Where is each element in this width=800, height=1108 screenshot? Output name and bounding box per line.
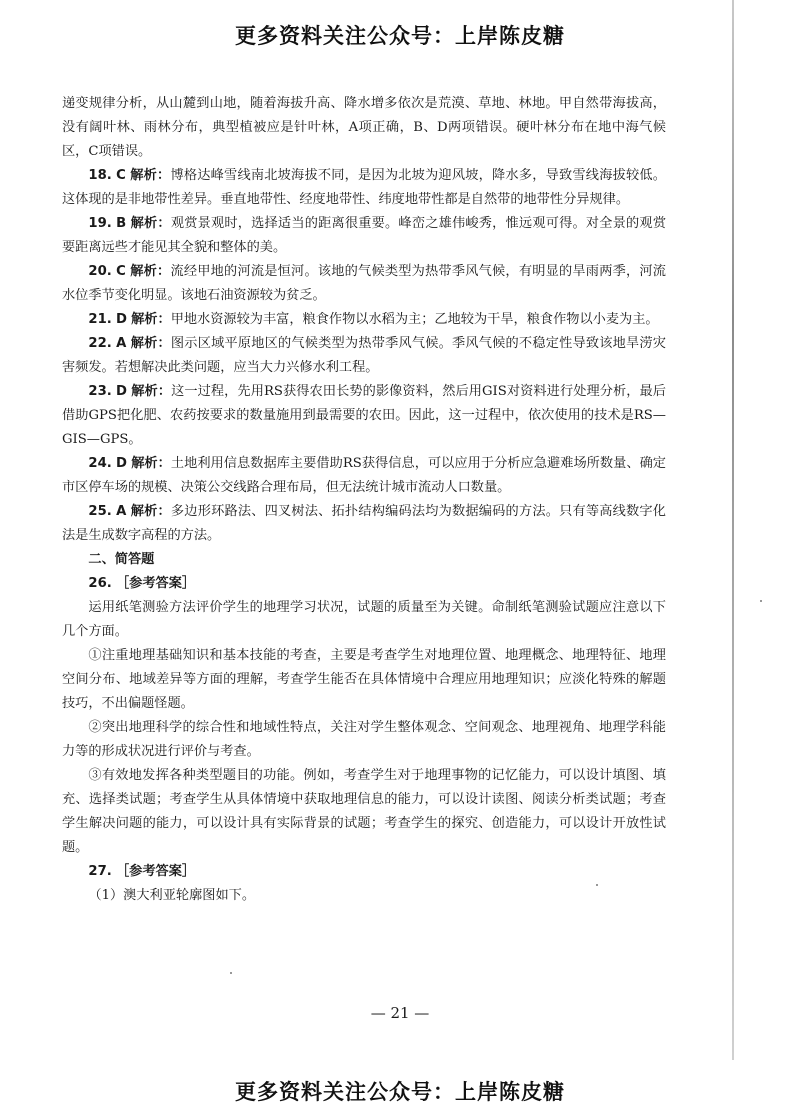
question-number: 24. [88, 456, 112, 471]
header-banner: 更多资料关注公众号：上岸陈皮糖 [235, 24, 565, 48]
analysis-label: 解析： [130, 264, 171, 279]
analysis-text: 图示区域平原地区的气候类型为热带季风气候。季风气候的不稳定性导致该地旱涝灾害频发。若想解决此类问题，应当大力兴修水利工程。 [62, 336, 666, 375]
section-heading: 二、简答题 [88, 552, 155, 567]
answer-key: C [116, 168, 126, 183]
question-number: 26. [88, 576, 112, 591]
scan-edge-line [732, 0, 734, 1060]
answer-key: D [116, 456, 127, 471]
answer-key: D [116, 384, 127, 399]
answer-item [62, 332, 666, 380]
scan-speck [760, 600, 762, 602]
analysis-text: 多边形环路法、四叉树法、拓扑结构编码法均为数据编码的方法。只有等高线数字化法是生成数字高程的方法。 [62, 504, 666, 543]
analysis-label: 解析： [131, 456, 171, 471]
analysis-label: 解析： [130, 504, 171, 519]
answer-list [62, 164, 666, 548]
analysis-text: 流经甲地的河流是恒河。该地的气候类型为热带季风气候，有明显的旱雨两季，河流水位季节变化明显。该地石油资源较为贫乏。 [62, 264, 666, 303]
answer-paragraph: 运用纸笔测验方法评价学生的地理学习状况，试题的质量至为关键。命制纸笔测验试题应注意以下几个方面。 [62, 600, 666, 639]
question-27-body [62, 884, 666, 908]
answer-item [62, 308, 666, 332]
analysis-label: 解析： [131, 312, 171, 327]
analysis-label: 解析： [130, 216, 171, 231]
answer-paragraph: ③有效地发挥各种类型题目的功能。例如，考查学生对于地理事物的记忆能力，可以设计填图、填充、选择类试题；考查学生从具体情境中获取地理信息的能力，可以设计读图、阅读分析类试题；考查学生解决问题的能力，可以设计具有实际背景的试题；考查学生的探究、创造能力，可以设计开放性试题。 [62, 768, 666, 855]
answer-key: D [115, 312, 127, 327]
page-number: — 21 — [370, 1004, 430, 1022]
question-27-header [62, 860, 666, 884]
analysis-text: 甲地水资源较为丰富，粮食作物以水稻为主；乙地较为干旱，粮食作物以小麦为主。 [170, 312, 659, 327]
question-26-header [62, 572, 666, 596]
analysis-label: 解析： [130, 336, 171, 351]
question-number: 25. [88, 504, 112, 519]
answer-item [62, 164, 666, 212]
footer-banner: 更多资料关注公众号：上岸陈皮糖 [235, 1080, 565, 1104]
scan-speck [596, 884, 598, 886]
intro-paragraph: 递变规律分析，从山麓到山地，随着海拔升高、降水增多依次是荒漠、草地、林地。甲自然带海拔高，没有阔叶林、雨林分布，典型植被应是针叶林，A项正确，B、D两项错误。硬叶林分布在地中海气候区，C项错误。 [62, 96, 666, 159]
question-number: 18. [88, 168, 112, 183]
answer-item [62, 212, 666, 260]
answer-key: A [116, 504, 127, 519]
answer-paragraph: （1）澳大利亚轮廓图如下。 [88, 888, 256, 903]
analysis-label: 解析： [131, 384, 172, 399]
reference-answer-label: ［参考答案］ [115, 864, 196, 879]
answer-key: B [116, 216, 127, 231]
question-number: 20. [88, 264, 112, 279]
analysis-text: 这一过程，先用RS获得农田长势的影像资料，然后用GIS对资料进行处理分析，最后借助GPS把化肥、农药按要求的数量施用到最需要的农田。因此，这一过程中，依次使用的技术是RS—GIS—GPS。 [62, 384, 666, 447]
answer-paragraph: ①注重地理基础知识和基本技能的考查，主要是考查学生对地理位置、地理概念、地理特征、地理空间分布、地域差异等方面的理解，考查学生能否在具体情境中合理应用地理知识；应淡化特殊的解题技巧，不出偏题怪题。 [62, 648, 666, 711]
question-number: 23. [88, 384, 112, 399]
answer-item [62, 452, 666, 500]
question-number: 27. [88, 864, 112, 879]
answer-item [62, 380, 666, 452]
reference-answer-label: ［参考答案］ [115, 576, 196, 591]
question-number: 21. [88, 312, 112, 327]
answer-key: C [116, 264, 126, 279]
question-number: 19. [88, 216, 112, 231]
answer-paragraph: ②突出地理科学的综合性和地域性特点，关注对学生整体观念、空间观念、地理视角、地理学科能力等的形成状况进行评价与考查。 [62, 720, 666, 759]
answer-item [62, 500, 666, 548]
answer-item [62, 260, 666, 308]
page-content [62, 92, 666, 908]
question-number: 22. [88, 336, 112, 351]
analysis-text: 土地利用信息数据库主要借助RS获得信息，可以应用于分析应急避难场所数量、确定市区停车场的规模、决策公交线路合理布局，但无法统计城市流动人口数量。 [62, 456, 666, 495]
analysis-text: 博格达峰雪线南北坡海拔不同，是因为北坡为迎风坡，降水多，导致雪线海拔较低。这体现的是非地带性差异。垂直地带性、经度地带性、纬度地带性都是自然带的地带性分异规律。 [62, 168, 666, 207]
question-26-body [62, 596, 666, 860]
scan-speck [230, 972, 232, 974]
analysis-label: 解析： [130, 168, 171, 183]
answer-key: A [116, 336, 127, 351]
analysis-text: 观赏景观时，选择适当的距离很重要。峰峦之雄伟峻秀，惟远观可得。对全景的观赏要距离远些才能见其全貌和整体的美。 [62, 216, 667, 255]
